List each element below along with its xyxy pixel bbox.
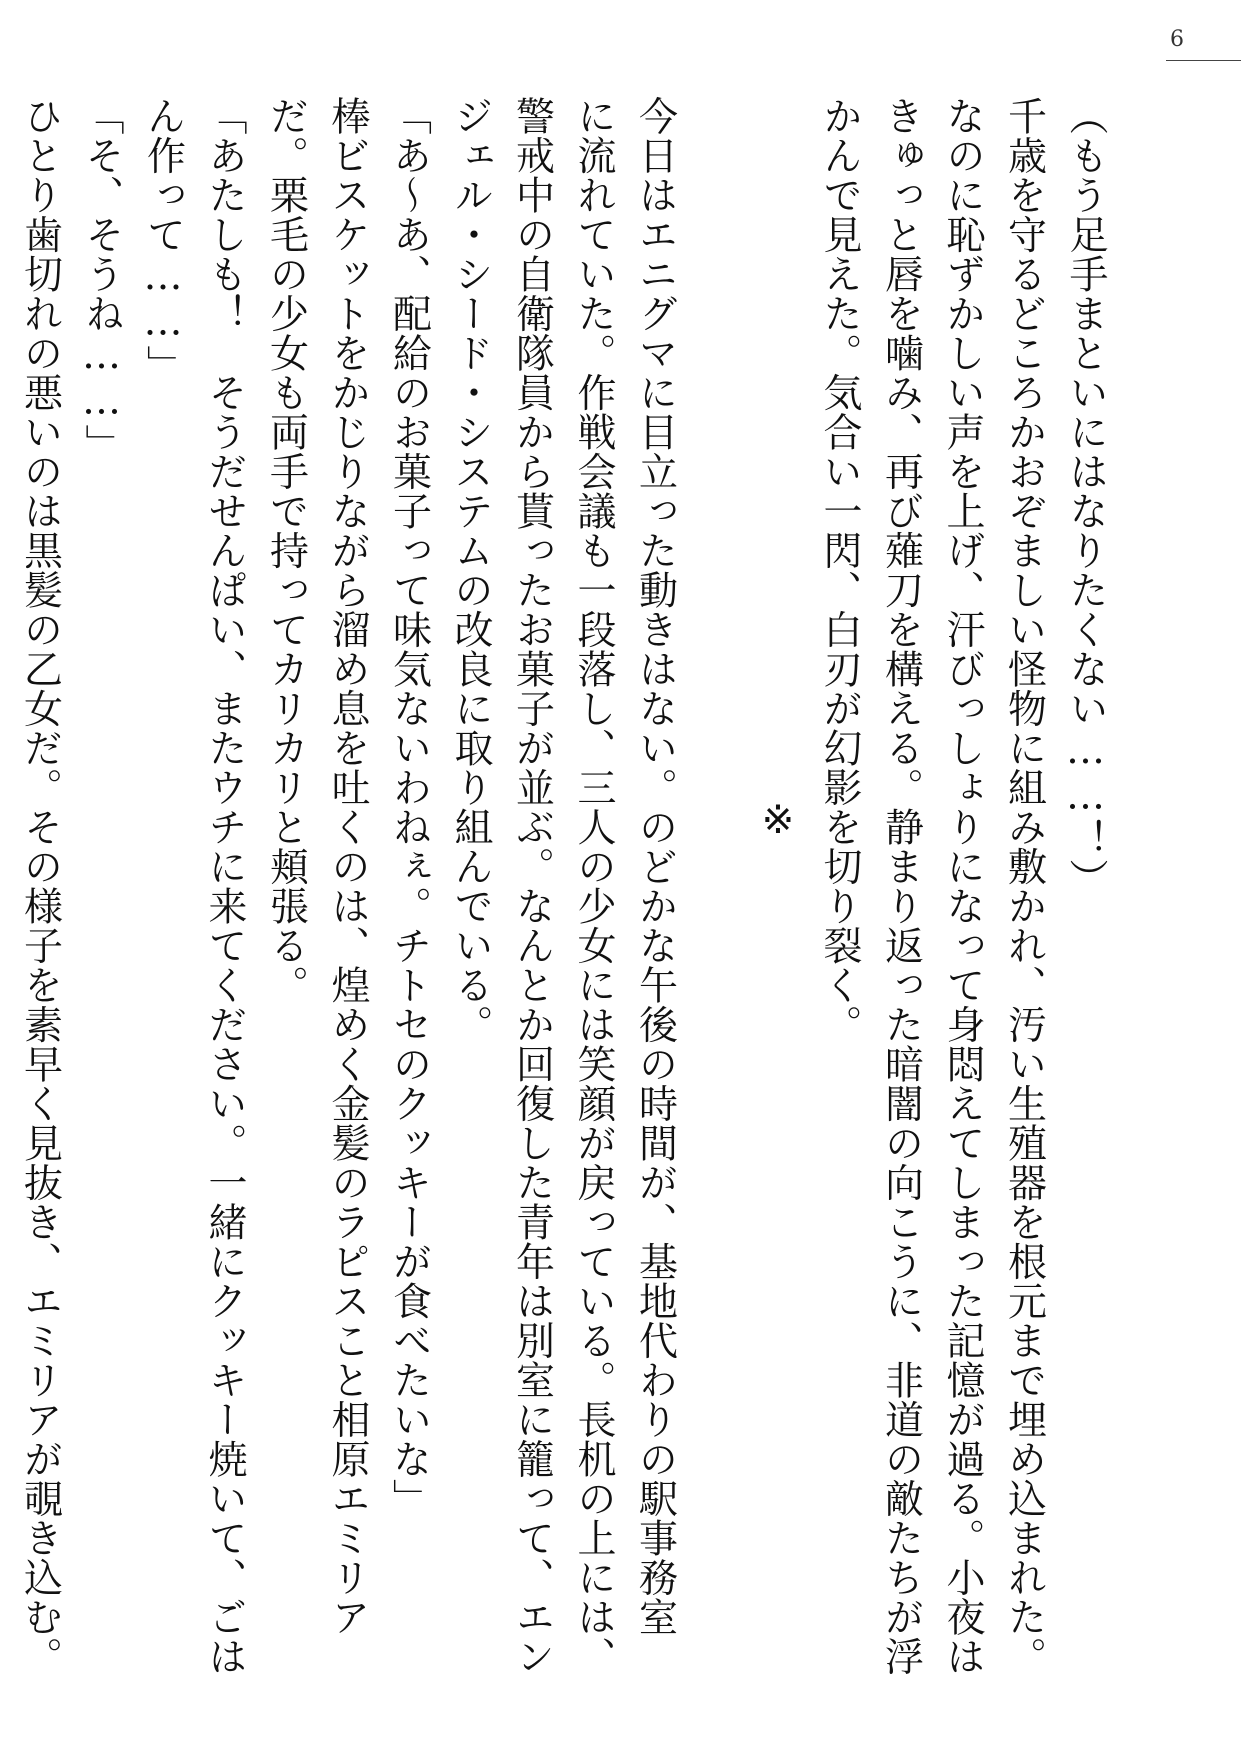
- text-line: だ。栗毛の少女も両手で持ってカリカリと頬張る。: [263, 96, 309, 1005]
- text-line: 棒ビスケットをかじりながら溜め息を吐くのは、煌めく金髪のラピスこと相原エミリア: [325, 96, 370, 1637]
- text-line: きゅっと唇を噛み、再び薙刀を構える。静まり返った暗闇の向こうに、非道の敵たちが浮: [878, 96, 924, 1676]
- text-line: 「そ、そうね……」: [79, 96, 124, 464]
- text-line: 「あたしも！ そうだせんぱい、またウチに来てください。一緒にクッキー焼いて、ごは: [202, 96, 247, 1676]
- blank-line: [686, 96, 748, 1696]
- text-line: 「あ〜あ、配給のお菓子って味気ないわねぇ。チトセのクッキーが食べたいな」: [386, 96, 432, 1518]
- text-line: 今日はエニグマに目立った動きはない。のどかな午後の時間が、基地代わりの駅事務室: [632, 96, 678, 1637]
- section-break-mark: ※: [755, 798, 801, 844]
- page-number-rule: [1166, 60, 1241, 61]
- text-line: （もう足手まといにはなりたくない……！）: [1063, 96, 1108, 898]
- text-line: 千歳を守るどころかおぞましい怪物に組み敷かれ、汚い生殖器を根元まで埋め込まれた。: [1001, 96, 1047, 1676]
- text-line: ジェル・シード・システムの改良に取り組んでいる。: [448, 96, 493, 1044]
- text-line: かんで見えた。気合い一閃、白刃が幻影を切り裂く。: [817, 96, 862, 1044]
- body-text: [9, 96, 1116, 1696]
- page-number: 6: [1170, 27, 1184, 52]
- text-line: ひとり歯切れの悪いのは黒髪の乙女だ。その様子を素早く見抜き、エミリアが覗き込む。: [17, 96, 63, 1676]
- text-line: なのに恥ずかしい声を上げ、汗びっしょりになって身悶えてしまった記憶が過る。小夜は: [940, 96, 985, 1676]
- text-line: に流れていた。作戦会議も一段落し、三人の少女には笑顔が戻っている。長机の上には、: [571, 96, 616, 1676]
- text-line: 警戒中の自衛隊員から貰ったお菓子が並ぶ。なんとか回復した青年は別室に籠って、エン: [509, 96, 555, 1676]
- text-line: ん作って……」: [140, 96, 186, 385]
